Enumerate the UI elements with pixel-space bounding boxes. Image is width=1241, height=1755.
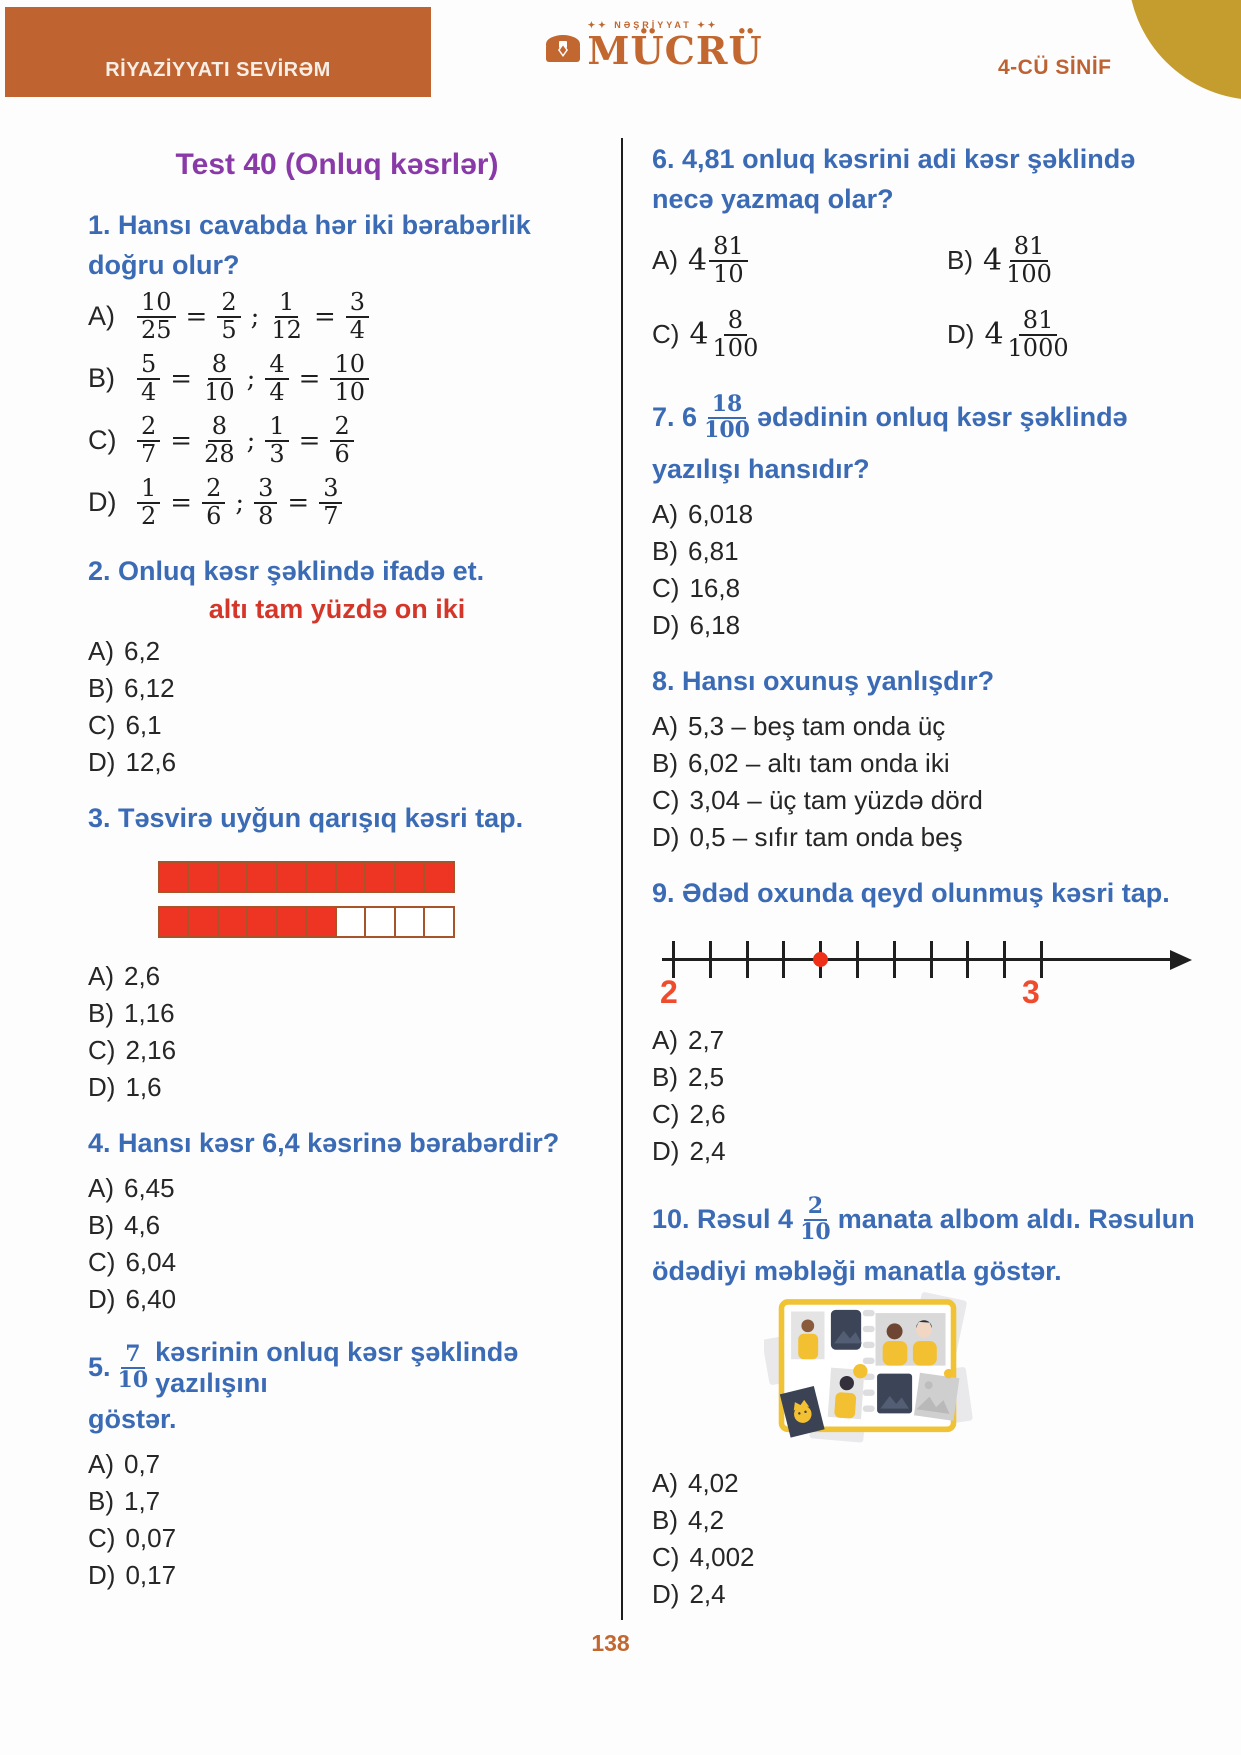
numberline-tick (746, 941, 749, 978)
question-1-text: 1. Hansı cavabda hər iki bərabərlik doğru olur? (88, 210, 531, 280)
fraction: 18 100 (704, 391, 750, 443)
answer-option: D) 4 81 1000 (947, 302, 1218, 368)
fraction: $\frac{5}{4}$ (137, 352, 160, 406)
answer-option: A) 2,7 (652, 1024, 725, 1055)
answer-option: B) 2,5 (652, 1061, 725, 1092)
question-1-options (88, 286, 586, 534)
bar-cell-filled (335, 861, 367, 893)
answer-option: A) 0,7 (88, 1448, 161, 1479)
fraction: $\frac{10}{25}$ (137, 290, 176, 344)
numberline-tick (1003, 941, 1006, 978)
numberline-arrowhead (1170, 950, 1192, 970)
page-number: 138 (591, 1630, 630, 1656)
bar-cell-filled (394, 861, 426, 893)
numberline-tick (930, 941, 933, 978)
bar-cell-filled (305, 906, 337, 938)
fraction: $\frac{3}{7}$ (319, 476, 342, 530)
question-3 (88, 799, 586, 1106)
numberline-tick (672, 941, 675, 978)
bar-cell-empty (394, 906, 426, 938)
bar-cell-filled (187, 861, 219, 893)
publisher-subtitle: ✦✦ NƏŞRİYYAT ✦✦ (548, 20, 758, 31)
question-7-options (652, 496, 1218, 644)
question-7-text-line2: yazılışı hansıdır? (652, 453, 870, 484)
fraction: $\frac{1}{12}$ (271, 288, 302, 344)
answer-option: B) 6,02 – altı tam onda iki (652, 747, 950, 778)
answer-option: A) 6,2 (88, 635, 161, 666)
bar-cell-filled (246, 906, 278, 938)
numberline-tick (856, 941, 859, 978)
question-4-text: 4. Hansı kəsr 6,4 kəsrinə bərabərdir? (88, 1127, 560, 1158)
bar-cell-filled (246, 861, 278, 893)
fraction: $\frac{8}{28}$ (204, 412, 235, 468)
numberline-start-label: 2 (660, 973, 678, 1010)
answer-option: A) 2,6 (88, 960, 161, 991)
answer-option: B) 4,6 (88, 1209, 161, 1240)
chest-logo-icon (543, 31, 583, 70)
mixed-number: 4 81 100 (983, 232, 1052, 288)
question-5 (88, 1336, 586, 1594)
answer-option: C) 3,04 – üç tam yüzdə dörd (652, 784, 983, 815)
answer-option: D) 1,6 (88, 1071, 162, 1102)
question-5-text: 5. 7 10 kəsrinin onluq kəsr şəklində yazılışını (88, 1336, 519, 1398)
question-8 (652, 662, 1218, 856)
question-3-text: 3. Təsvirə uyğun qarışıq kəsri tap. (88, 802, 524, 833)
question-8-options (652, 708, 1218, 856)
fraction: $\frac{2}{5}$ (217, 290, 240, 344)
numberline-tick (893, 941, 896, 978)
answer-option: B) 6,81 (652, 535, 739, 566)
fraction: $\frac{10}{10}$ (330, 352, 369, 406)
mixed-number: 4 81 10 (688, 234, 750, 288)
answer-option: B) 6,12 (88, 672, 175, 703)
bar-cell-empty (423, 906, 455, 938)
fraction: $\frac{2}{7}$ (137, 414, 160, 468)
answer-option: B) 4 81 100 (947, 228, 1218, 294)
fraction: $\frac{3}{8}$ (254, 476, 277, 530)
page-title: Test 40 (Onluq kəsrlər) (175, 148, 499, 181)
fraction: $\frac{2}{6}$ (202, 476, 225, 530)
question-7 (652, 386, 1218, 644)
question-8-text: 8. Hansı oxunuş yanlışdır? (652, 665, 995, 696)
question-5-text-line2: göstər. (88, 1403, 177, 1434)
numberline-tick (709, 941, 712, 978)
question-9 (652, 874, 1218, 1170)
answer-option: A) 6,45 (88, 1172, 175, 1203)
question-10-options (652, 1465, 1218, 1613)
bar-cell-filled (276, 906, 308, 938)
bar-cell-filled (158, 906, 190, 938)
question-10 (652, 1188, 1218, 1613)
answer-option: C) 0,07 (88, 1522, 177, 1553)
answer-option: D) 6,40 (88, 1283, 177, 1314)
answer-option: B) $\frac{5}{4}$ = $\frac{8}{10}$ ; $\frac{4}{4}$ = $\frac{10}{10}$ (88, 348, 586, 410)
album-illustration (764, 1292, 1218, 1457)
question-7-text: 7. 6 18 100 ədədinin onluq kəsr şəklində (652, 391, 1128, 443)
mixed-number: 4 81 1000 (984, 306, 1069, 362)
question-4-options (88, 1170, 586, 1318)
fraction: 7 10 (117, 1341, 149, 1393)
fraction-bar-row (160, 906, 586, 938)
question-9-options (652, 1022, 1218, 1170)
question-2 (88, 552, 586, 781)
answer-option: C) $\frac{2}{7}$ = $\frac{8}{28}$ ; $\frac{1}{3}$ = $\frac{2}{6}$ (88, 410, 586, 472)
answer-option: C) 2,6 (652, 1098, 726, 1129)
answer-option: A) 5,3 – beş tam onda üç (652, 710, 946, 741)
answer-option: D) 2,4 (652, 1578, 726, 1609)
bar-cell-filled (217, 861, 249, 893)
fraction: 2 10 (800, 1193, 831, 1245)
question-6-text: 6. 4,81 onluq kəsrini adi kəsr şəklində necə yazmaq olar? (652, 144, 1136, 214)
fraction: $\frac{1}{2}$ (137, 476, 160, 530)
answer-option: B) 1,16 (88, 997, 175, 1028)
answer-option: D) 0,5 – sıfır tam onda beş (652, 821, 963, 852)
numberline-marked-point (813, 952, 828, 967)
question-1 (88, 206, 586, 534)
left-column (88, 148, 586, 1612)
answer-option: D) 6,18 (652, 609, 741, 640)
answer-option: A) $\frac{10}{25}$ = $\frac{2}{5}$ ; $\frac{1}{12}$ = $\frac{3}{4}$ (88, 286, 586, 348)
fraction: $\frac{3}{4}$ (346, 290, 369, 344)
corner-circle-decoration (1128, 0, 1241, 100)
question-3-options (88, 958, 586, 1106)
series-banner (5, 7, 431, 97)
question-5-options (88, 1446, 586, 1594)
question-9-text: 9. Ədəd oxunda qeyd olunmuş kəsri tap. (652, 877, 1170, 908)
question-10-text: 10. Rəsul 4 2 10 manata albom aldı. Rəsulun (652, 1193, 1195, 1245)
right-column (652, 140, 1218, 1631)
question-6 (652, 140, 1218, 368)
numberline-tick (966, 941, 969, 978)
answer-option: C) 16,8 (652, 572, 741, 603)
column-divider (621, 138, 623, 1620)
answer-option: C) 4,002 (652, 1541, 755, 1572)
question-2-options (88, 633, 586, 781)
question-4 (88, 1124, 586, 1318)
publisher-name: MÜCRÜ (587, 28, 763, 73)
fraction: $\frac{4}{4}$ (265, 352, 288, 406)
answer-option: C) 6,04 (88, 1246, 177, 1277)
answer-option: B) 4,2 (652, 1504, 725, 1535)
fraction: $\frac{2}{6}$ (330, 414, 353, 468)
q3-bars-figure (160, 861, 586, 938)
numberline-tick (782, 941, 785, 978)
bar-cell-filled (158, 861, 190, 893)
bar-cell-empty (364, 906, 396, 938)
bar-cell-filled (187, 906, 219, 938)
question-10-text-line2: ödədiyi məbləği manatla göstər. (652, 1255, 1062, 1286)
answer-option: A) 6,018 (652, 498, 754, 529)
answer-option: D) 12,6 (88, 746, 177, 777)
answer-option: D) 2,4 (652, 1135, 726, 1166)
bar-cell-filled (364, 861, 396, 893)
question-2-prompt: altı tam yüzdə on iki (208, 593, 466, 624)
fraction: $\frac{1}{3}$ (265, 414, 288, 468)
fraction-bar-row (160, 861, 586, 893)
q9-numberline-figure (658, 928, 1206, 1016)
answer-option: D) 0,17 (88, 1559, 177, 1590)
question-2-text: 2. Onluq kəsr şəklində ifadə et. (88, 555, 485, 586)
numberline-tick (1040, 941, 1043, 978)
answer-option: A) 4 81 10 (652, 228, 947, 294)
answer-option: C) 6,1 (88, 709, 162, 740)
numberline-end-label: 3 (1022, 973, 1040, 1010)
fraction: $\frac{8}{10}$ (204, 350, 235, 406)
grade-label: 4-CÜ SİNİF (998, 56, 1112, 79)
bar-cell-filled (423, 861, 455, 893)
answer-option: A) 4,02 (652, 1467, 739, 1498)
bar-cell-filled (217, 906, 249, 938)
answer-option: D) $\frac{1}{2}$ = $\frac{2}{6}$ ; $\frac{3}{8}$ = $\frac{3}{7}$ (88, 472, 586, 534)
answer-option: B) 1,7 (88, 1485, 161, 1516)
bar-cell-empty (335, 906, 367, 938)
numberline-axis (662, 958, 1174, 961)
question-6-options (652, 228, 1218, 368)
bar-cell-filled (276, 861, 308, 893)
bar-cell-filled (305, 861, 337, 893)
answer-option: C) 4 8 100 (652, 302, 947, 368)
mixed-number: 4 8 100 (689, 306, 759, 362)
answer-option: C) 2,16 (88, 1034, 177, 1065)
series-banner-label: RİYAZİYYATI SEVİRƏM (105, 59, 331, 81)
publisher-logo (548, 20, 763, 73)
